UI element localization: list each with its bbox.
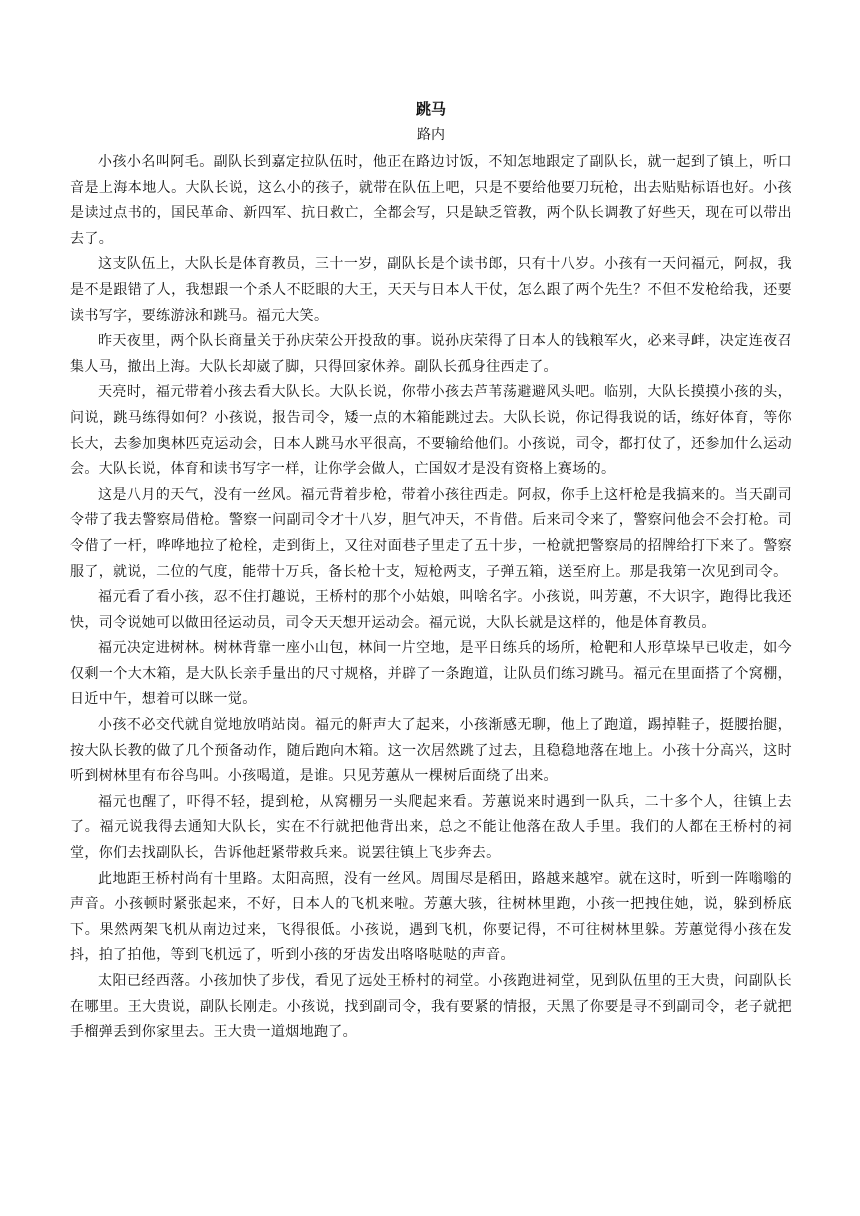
body-paragraph: 昨天夜里，两个队长商量关于孙庆荣公开投敌的事。说孙庆荣得了日本人的钱粮军火，必来寻衅，决定连夜召集人马，撤出上海。大队长却崴了脚，只得回家休养。副队长孤身往西走了。 <box>70 333 792 375</box>
document-page <box>70 96 792 1046</box>
body-paragraph: 福元决定进树林。树林背靠一座小山包，林间一片空地，是平日练兵的场所，枪靶和人形草垛早已收走，如今仅剩一个大木箱，是大队长亲手量出的尺寸规格，并辟了一条跑道，让队员们练习跳马。福元在里面搭了个窝棚，日近中午，想着可以眯一觉。 <box>70 640 792 708</box>
body-paragraph: 这是八月的天气，没有一丝风。福元背着步枪，带着小孩往西走。阿叔，你手上这杆枪是我搞来的。当天副司令带了我去警察局借枪。警察一问副司令才十八岁，胆气冲天，不肯借。后来司令来了，警察问他会不会打枪。司令借了一杆，哗哗地拉了枪栓，走到街上，又往对面巷子里走了五十步，一枪就把警察局的招牌给打下来了。警察服了，就说，二位的气度，能带十万兵，备长枪十支，短枪两支，子弹五箱，送至府上。那是我第一次见到司令。 <box>70 486 792 580</box>
body-paragraph: 这支队伍上，大队长是体育教员，三十一岁，副队长是个读书郎，只有十八岁。小孩有一天问福元，阿叔，我是不是跟错了人，我想跟一个杀人不眨眼的大王，天天与日本人干仗，怎么跟了两个先生？不但不发枪给我，还要读书写字，要练游泳和跳马。福元大笑。 <box>70 256 792 324</box>
article-title: 跳马 <box>415 100 446 118</box>
body-paragraph: 天亮时，福元带着小孩去看大队长。大队长说，你带小孩去芦苇荡避避风头吧。临别，大队长摸摸小孩的头，问说，跳马练得如何？小孩说，报告司令，矮一点的木箱能跳过去。大队长说，你记得我说的话，练好体育，等你长大，去参加奥林匹克运动会，日本人跳马水平很高，不要输给他们。小孩说，司令，都打仗了，还参加什么运动会。大队长说，体育和读书写字一样，让你学会做人，亡国奴才是没有资格上赛场的。 <box>70 384 792 478</box>
body-paragraph: 小孩不必交代就自觉地放哨站岗。福元的鼾声大了起来，小孩渐感无聊，他上了跑道，踢掉鞋子，挺腰抬腿，按大队长教的做了几个预备动作，随后跑向木箱。这一次居然跳了过去，且稳稳地落在地上。小孩十分高兴，这时听到树林里有布谷鸟叫。小孩喝道，是谁。只见芳蕙从一棵树后面绕了出来。 <box>70 717 792 785</box>
article-author: 路内 <box>417 127 445 143</box>
body-paragraph: 太阳已经西落。小孩加快了步伐，看见了远处王桥村的祠堂。小孩跑进祠堂，见到队伍里的王大贵，问副队长在哪里。王大贵说，副队长刚走。小孩说，找到副司令，我有要紧的情报，天黑了你要是寻不到副司令，老子就把手榴弹丢到你家里去。王大贵一道烟地跑了。 <box>70 973 792 1041</box>
body-paragraph: 小孩小名叫阿毛。副队长到嘉定拉队伍时，他正在路边讨饭，不知怎地跟定了副队长，就一起到了镇上，听口音是上海本地人。大队长说，这么小的孩子，就带在队伍上吧，只是不要给他要刀玩枪，出去贴贴标语也好。小孩是读过点书的，国民革命、新四军、抗日救亡，全都会写，只是缺乏管教，两个队长调教了好些天，现在可以带出去了。 <box>70 154 792 247</box>
body-paragraph: 福元看了看小孩，忍不住打趣说，王桥村的那个小姑娘，叫啥名字。小孩说，叫芳蕙，不大识字，跑得比我还快，司令说她可以做田径运动员，司令天天想开运动会。福元说，大队长就是这样的，他是体育教员。 <box>70 589 792 631</box>
body-paragraph: 此地距王桥村尚有十里路。太阳高照，没有一丝风。周围尽是稻田，路越来越窄。就在这时，听到一阵嗡嗡的声音。小孩顿时紧张起来，不好，日本人的飞机来啦。芳蕙大骇，往树林里跑，小孩一把拽住她，说，躲到桥底下。果然两架飞机从南边过来，飞得很低。小孩说，遇到飞机，你要记得，不可往树林里躲。芳蕙觉得小孩在发抖，拍了拍他，等到飞机远了，听到小孩的牙齿发出咯咯哒哒的声音。 <box>70 870 792 964</box>
body-paragraph: 福元也醒了，吓得不轻，提到枪，从窝棚另一头爬起来看。芳蕙说来时遇到一队兵，二十多个人，往镇上去了。福元说我得去通知大队长，实在不行就把他背出来，总之不能让他落在敌人手里。我们的人都在王桥村的祠堂，你们去找副队长，告诉他赶紧带救兵来。说罢往镇上飞步奔去。 <box>70 793 792 862</box>
article-body <box>70 150 792 1046</box>
